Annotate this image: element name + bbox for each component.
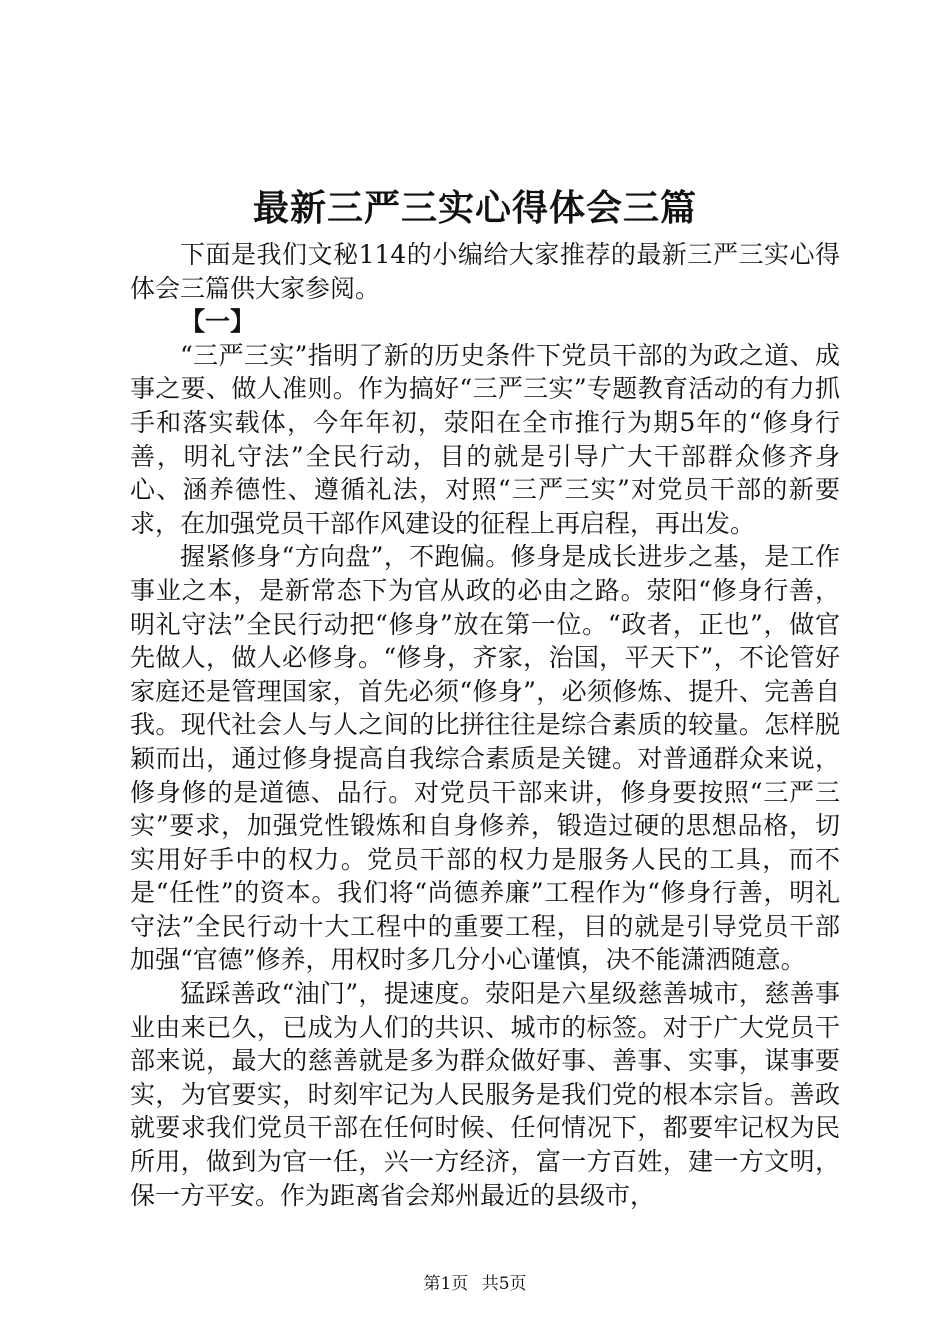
body-paragraph: “三严三实”指明了新的历史条件下党员干部的为政之道、成事之要、做人准则。作为搞好“三严三实”专题教育活动的有力抓手和落实载体，今年年初，荥阳在全市推行为期5年的“修身行善，明礼守法”全民行动，目的就是引导广大干部群众修齐身心、涵养德性、遵循礼法，对照“三严三实”对党员干部的新要求，在加强党员干部作风建设的征程上再启程，再出发。 [130,340,840,538]
page-total: 共5页 [481,1274,527,1294]
body-paragraph: 猛踩善政“油门”，提速度。荥阳是六星级慈善城市，慈善事业由来已久，已成为人们的共识、城市的标签。对于广大党员干部来说，最大的慈善就是多为群众做好事、善事、实事，谋事要实，为官要实，时刻牢记为人民服务是我们党的根本宗旨。善政就要求我们党员干部在任何时候、任何情况下，都要牢记权为民所用，做到为官一任，兴一方经济，富一方百姓，建一方文明，保一方平安。作为距离省会郑州最近的县级市， [130,979,840,1210]
document-title: 最新三严三实心得体会三篇 [252,187,697,229]
body-paragraph: 握紧修身“方向盘”，不跑偏。修身是成长进步之基，是工作事业之本，是新常态下为官从政的必由之路。荥阳“修身行善，明礼守法”全民行动把“修身”放在第一位。“政者，正也”，做官先做人，做人必修身。“修身，齐家，治国，平天下”，不论管好家庭还是管理国家，首先必须“修身”，必须修炼、提升、完善自我。现代社会人与人之间的比拼往往是综合素质的较量。怎样脱颖而出，通过修身提高自我综合素质是关键。对普通群众来说，修身修的是道德、品行。对党员干部来讲，修身要按照“三严三实”要求，加强党性锻炼和自身修养，锻造过硬的思想品格，切实用好手中的权力。党员干部的权力是服务人民的工具，而不是“任性”的资本。我们将“尚德养廉”工程作为“修身行善，明礼守法”全民行动十大工程中的重要工程，目的就是引导党员干部加强“官德”修养，用权时多几分小心谨慎，决不能潇洒随意。 [130,542,840,975]
intro-paragraph: 下面是我们文秘114的小编给大家推荐的最新三严三实心得体会三篇供大家参阅。 [130,240,840,303]
section-heading-one: 【一】 [180,307,256,337]
page-footer [0,1272,950,1296]
document-body [130,238,840,1212]
page-number: 第1页 [423,1274,469,1294]
